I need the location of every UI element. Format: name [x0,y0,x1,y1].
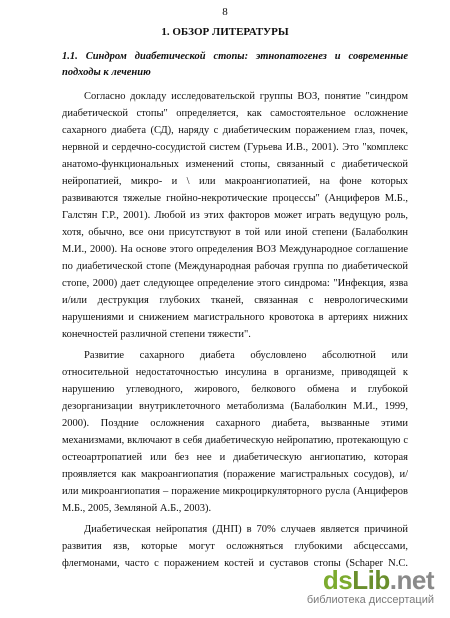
logo-part-net: .net [389,565,434,595]
logo-part-ds: ds [322,565,353,595]
paragraph: Диабетическая нейропатия (ДНП) в 70% случаев является причиной развития язв, которые могут осложняться глубокими абсцессами, флегмонами, часто с поражением костей и суставов стопы (Schaper N.C. [62,524,408,569]
paragraph: Развитие сахарного диабета обусловлено абсолютной или относительной недостаточностью инсулина в организме, приводящей к нарушению углеводного, жирового, белкового обмена и глубокой дезорганизации внутриклеточного метаболизма (Балаболкин М.И., 1999, 2000). Поздние осложнения сахарного диабета, вызванные этими механизмами, включают в себя диабетическую нейропатию, протекающую с остеоартропатией или без нее и диабетическую ангиопатию, которая проявляется как макроангиопатия (поражение магистральных сосудов), и/или микроангиопатия – поражение микроциркуляторного русла (Анциферов М.Б., 2005, Земляной А.Б., 2003). [62,350,408,514]
logo-part-lib: Lib [352,565,390,595]
logo-text [323,566,434,594]
body-text [62,88,408,572]
chapter-title: 1. ОБЗОР ЛИТЕРАТУРЫ [161,26,289,38]
section-title: 1.1. Синдром диабетической стопы: этнопатогенез и современные подходы к лечению [62,51,408,78]
page-number: 8 [222,6,228,18]
logo-subtitle: библиотека диссертаций [306,594,434,606]
paragraph: Согласно докладу исследовательской группы ВОЗ, понятие "синдром диабетической стопы" определяется, как самостоятельное осложнение сахарного диабета (СД), наряду с диабетическим поражением глаз, почек, нервной и сердечно-сосудистой систем (Гурьева И.В., 2001). Это "комплекс анатомо-функциональных изменений стопы, связанный с диабетической нейропатией, микро- и \ или макроангиопатией, на фоне которых развиваются тяжелые гнойно-некротические процессы" (Анциферов М.Б., Галстян Г.Р., 2001). Любой из этих факторов может играть ведущую роль, хотя, обычно, все они присутствуют в той или иной степени (Балаболкин М.И., 2000). На основе этого определения ВОЗ Международное соглашение по диабетической стопе (Международная рабочая группа по диабетической стопе, 2000) дает следующее определение этого синдрома: "Инфекция, язва и/или деструкция глубоких тканей, связанная с неврологическими нарушениями и снижением магистрального кровотока в артериях нижних конечностей различной степени тяжести". [62,91,408,340]
watermark-logo[interactable] [270,566,440,610]
